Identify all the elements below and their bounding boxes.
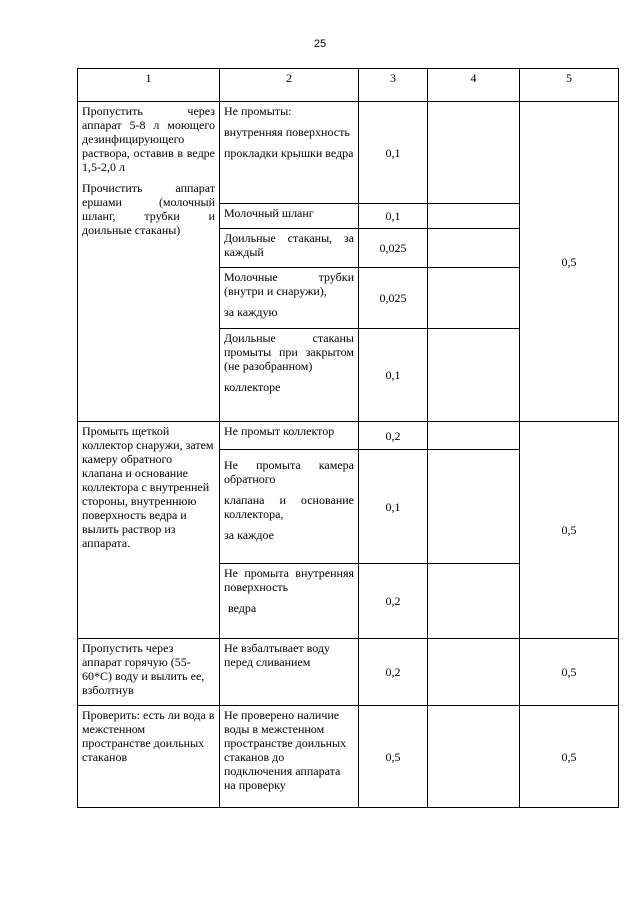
violation-text: Молочные трубки (внутри и снаружи), (224, 270, 354, 298)
inspection-table (77, 68, 619, 808)
table-row (78, 706, 619, 808)
operation-cell (78, 706, 220, 808)
violation-text: Не взбалтывает воду перед сливанием (224, 641, 330, 669)
violation-text: ведра (228, 601, 257, 615)
operation-cell (78, 422, 220, 639)
empty-cell (428, 639, 520, 706)
table-row (78, 639, 619, 706)
penalty-value: 0,025 (359, 268, 428, 329)
violation-text: Не промыта внутренняя поверхность (224, 566, 354, 594)
violation-cell (220, 102, 359, 204)
violation-cell (220, 204, 359, 229)
violation-cell (220, 564, 359, 639)
violation-text: Доильные стаканы, за каждый (224, 231, 354, 259)
operation-text: Прочистить аппарат ершами (молочный шланг, трубки и доильные стаканы) (82, 181, 215, 237)
violation-cell (220, 329, 359, 422)
violation-cell (220, 422, 359, 450)
total-value: 0,5 (520, 422, 619, 639)
header-col-1: 1 (78, 69, 220, 102)
empty-cell (428, 268, 520, 329)
total-value: 0,5 (520, 639, 619, 706)
violation-text: Не промыта камера обратного (224, 458, 354, 486)
violation-text: Доильные стаканы промыты при закрытом (не разобранном) (224, 331, 354, 373)
violation-cell (220, 639, 359, 706)
violation-text: за каждую (224, 305, 278, 319)
penalty-value: 0,2 (359, 422, 428, 450)
total-value: 0,5 (520, 706, 619, 808)
violation-cell (220, 706, 359, 808)
empty-cell (428, 204, 520, 229)
empty-cell (428, 329, 520, 422)
violation-text: Не промыт коллектор (224, 424, 335, 438)
empty-cell (428, 564, 520, 639)
violation-text: за каждое (224, 528, 274, 542)
header-col-5: 5 (520, 69, 619, 102)
operation-text: Пропустить через аппарат горячую (55-60*С) воду и вылить ее, взболтнув (82, 641, 205, 697)
penalty-value: 0,025 (359, 229, 428, 268)
operation-cell (78, 639, 220, 706)
table-header-row (78, 69, 619, 102)
operation-text: Проверить: есть ли вода в межстенном пространстве доильных стаканов (82, 708, 215, 764)
empty-cell (428, 102, 520, 204)
violation-text: прокладки крышки ведра (224, 146, 354, 160)
violation-text: Не проверено наличие воды в межстенном пространстве доильных стаканов до подключения аппарата на проверку (224, 708, 347, 792)
violation-text: коллекторе (224, 380, 281, 394)
violation-text: внутренняя поверхность (224, 125, 350, 139)
violation-text: Молочный шланг (224, 206, 314, 220)
penalty-value: 0,1 (359, 102, 428, 204)
penalty-value: 0,1 (359, 204, 428, 229)
table-row (78, 102, 619, 204)
empty-cell (428, 422, 520, 450)
penalty-value: 0,2 (359, 564, 428, 639)
header-col-2: 2 (220, 69, 359, 102)
operation-cell (78, 102, 220, 422)
penalty-value: 0,5 (359, 706, 428, 808)
operation-text: Промыть щеткой коллектор снаружи, затем камеру обратного клапана и основание коллектора с внутренней стороны, внутреннюю поверхность ведра и вылить раствор из аппарата. (82, 424, 214, 550)
table-row (78, 422, 619, 450)
empty-cell (428, 706, 520, 808)
violation-text: клапана и основание коллектора, (224, 493, 354, 521)
penalty-value: 0,1 (359, 329, 428, 422)
penalty-value: 0,1 (359, 450, 428, 564)
total-value: 0,5 (520, 102, 619, 422)
header-col-4: 4 (428, 69, 520, 102)
empty-cell (428, 450, 520, 564)
violation-cell (220, 268, 359, 329)
violation-cell (220, 229, 359, 268)
header-col-3: 3 (359, 69, 428, 102)
violation-text: Не промыты: (224, 104, 292, 118)
empty-cell (428, 229, 520, 268)
operation-text: Пропустить через аппарат 5-8 л моющего дезинфицирующего раствора, оставив в ведре 1,5-2,0 л (82, 104, 215, 174)
penalty-value: 0,2 (359, 639, 428, 706)
violation-cell (220, 450, 359, 564)
page-number: 25 (313, 38, 327, 50)
